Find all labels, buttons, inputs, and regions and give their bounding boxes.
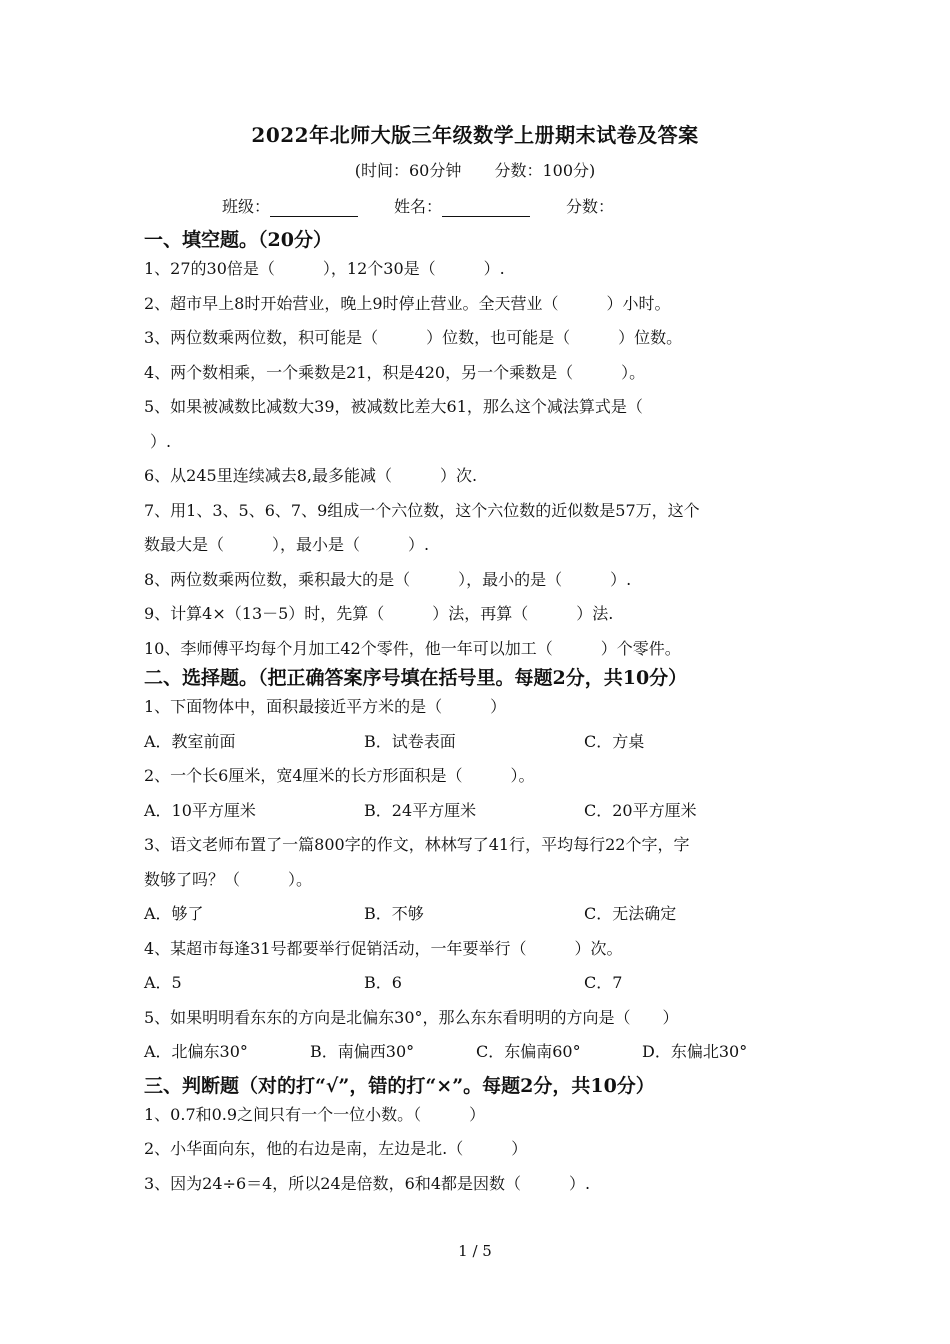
exam-meta [0, 158, 950, 181]
option-b: B．试卷表面 [364, 731, 456, 751]
class-label: 班级： [222, 197, 271, 216]
question-line: 1、下面物体中，面积最接近平方米的是（ ） [144, 697, 507, 716]
question-line: 8、两位数乘两位数，乘积最大的是（ ），最小的是（ ）. [144, 569, 632, 589]
name-blank[interactable] [442, 200, 530, 217]
question-line: 10、李师傅平均每个月加工42个零件，他一年可以加工（ ）个零件。 [144, 638, 681, 658]
question-line: 3、因为24÷6＝4，所以24是倍数，6和4都是因数（ ）. [144, 1173, 591, 1193]
option-b: B．不够 [364, 904, 424, 923]
option-a: A．10平方厘米 [144, 800, 256, 820]
section-heading-multiple-choice: 二、选择题。（把正确答案序号填在括号里。每题2分，共10分） [144, 667, 688, 689]
name-label: 姓名： [394, 197, 443, 216]
option-a: A．教室前面 [144, 731, 236, 751]
option-a: A．北偏东30° [144, 1042, 248, 1061]
page-number: 1 / 5 [458, 1242, 492, 1260]
option-b: B．24平方厘米 [364, 800, 477, 820]
question-line: 7、用1、3、5、6、7、9组成一个六位数，这个六位数的近似数是57万，这个 [144, 500, 700, 520]
option-a: A．够了 [144, 904, 204, 923]
question-line: 2、小华面向东，他的右边是南，左边是北.（ ） [144, 1139, 528, 1158]
document-title: 2022年北师大版三年级数学上册期末试卷及答案 [251, 123, 699, 147]
options-row [144, 1035, 812, 1070]
question-line: 9、计算4×（13－5）时，先算（ ）法，再算（ ）法. [144, 604, 614, 623]
question-line: 4、两个数相乘，一个乘数是21，积是420，另一个乘数是（ ）。 [144, 362, 646, 382]
question-line: 3、语文老师布置了一篇800字的作文，林林写了41行，平均每行22个字，字 [144, 835, 690, 854]
exam-content [144, 228, 812, 1201]
question-line: 5、如果被减数比减数大39，被减数比差大61，那么这个减法算式是（ [144, 397, 643, 416]
option-c: C．无法确定 [584, 904, 677, 923]
option-a: A．5 [144, 973, 182, 992]
question-line: 1、27的30倍是（ ），12个30是（ ）. [144, 259, 505, 278]
question-line: 3、两位数乘两位数，积可能是（ ）位数，也可能是（ ）位数。 [144, 328, 683, 347]
option-c: C．20平方厘米 [584, 800, 697, 820]
question-line: 数最大是（ ），最小是（ ）. [144, 535, 430, 554]
option-c: C．7 [584, 973, 623, 992]
class-blank[interactable] [270, 200, 358, 217]
question-line: 6、从245里连续减去8,最多能减（ ）次. [144, 466, 478, 485]
question-line: ）. [150, 431, 172, 451]
question-line: 1、0.7和0.9之间只有一个一位小数。（ ） [144, 1104, 486, 1124]
time-limit: (时间：60分钟 [354, 161, 462, 180]
option-d: D．东偏北30° [642, 1042, 748, 1061]
options-row [144, 794, 812, 829]
option-c: C．方桌 [584, 731, 645, 751]
option-b: B．南偏西30° [310, 1042, 415, 1061]
question-line: 数够了吗？（ ）。 [144, 869, 313, 889]
options-row [144, 725, 812, 760]
option-c: C．东偏南60° [476, 1042, 581, 1061]
options-row [144, 897, 812, 932]
question-line: 5、如果明明看东东的方向是北偏东30°，那么东东看明明的方向是（ ） [144, 1007, 679, 1027]
options-row [144, 966, 812, 1001]
question-line: 2、一个长6厘米，宽4厘米的长方形面积是（ ）。 [144, 766, 535, 785]
score-label: 分数： [566, 197, 615, 216]
option-b: B．6 [364, 973, 402, 992]
section-heading-fill-in: 一、填空题。（20分） [144, 229, 332, 251]
student-info [222, 194, 614, 217]
total-score: 分数：100分) [494, 161, 596, 180]
section-heading-true-false: 三、判断题（对的打“√”，错的打“×”。每题2分，共10分） [144, 1074, 655, 1097]
question-line: 4、某超市每逢31号都要举行促销活动，一年要举行（ ）次。 [144, 938, 623, 958]
question-line: 2、超市早上8时开始营业，晚上9时停止营业。全天营业（ ）小时。 [144, 293, 671, 313]
